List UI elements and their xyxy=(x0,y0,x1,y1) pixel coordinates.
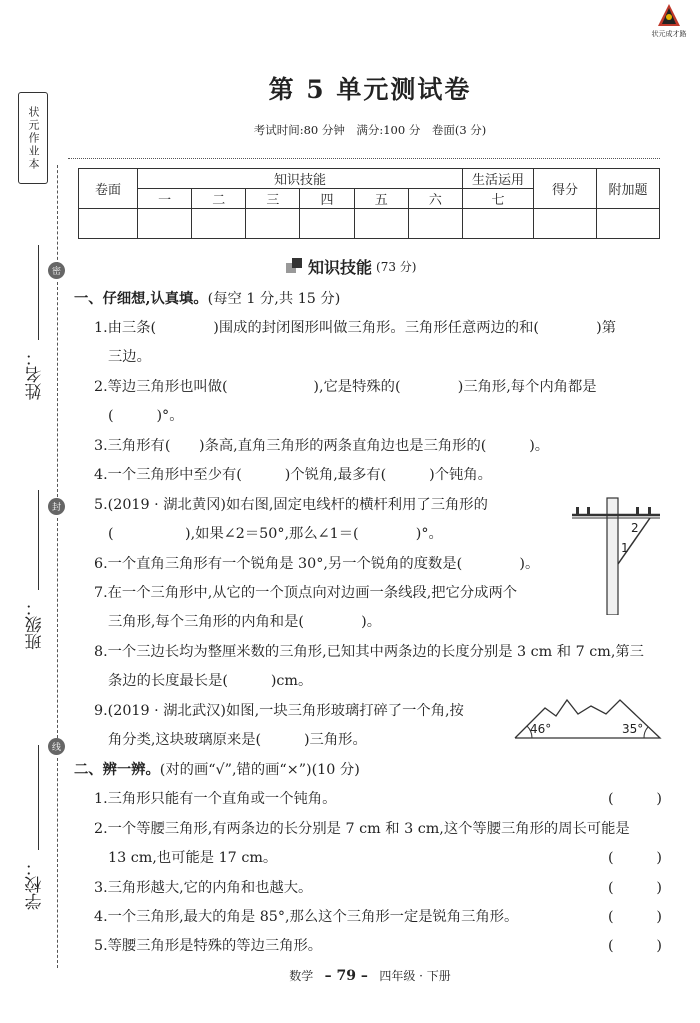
score-cell xyxy=(354,209,408,239)
score-cell xyxy=(246,209,300,239)
score-cell xyxy=(79,209,138,239)
score-sub-7: 七 xyxy=(463,189,534,209)
binding-line xyxy=(57,758,58,968)
question-1a: 1.由三条( )围成的封闭图形叫做三角形。三角形任意两边的和( )第 xyxy=(94,320,617,336)
judge-2a: 2.一个等腰三角形,有两条边的长分别是 7 cm 和 3 cm,这个等腰三角形的周长可能是 xyxy=(94,821,630,837)
binding-line xyxy=(57,282,58,497)
part2-note: (对的画“√”,错的画“×”)(10 分) xyxy=(159,762,360,778)
marker-feng: 封 xyxy=(48,498,65,515)
angle-1-label: 1 xyxy=(621,541,629,555)
score-cell xyxy=(192,209,246,239)
score-cell xyxy=(138,209,192,239)
judge-2b: 13 cm,也可能是 17 cm。 xyxy=(108,850,278,866)
name-blank xyxy=(38,245,39,340)
section-heading xyxy=(286,254,416,278)
section-icon xyxy=(286,258,302,274)
score-group-shenghuo: 生活运用 xyxy=(463,169,534,189)
question-8a: 8.一个三边长均为整厘米数的三角形,已知其中两条边的长度分别是 3 cm 和 7 cm,第三 xyxy=(94,644,644,660)
score-group-zhishi: 知识技能 xyxy=(138,169,463,189)
angle-46-label: 46° xyxy=(530,722,552,736)
question-9b: 角分类,这块玻璃原来是( )三角形。 xyxy=(108,732,367,748)
page-number: – 79 – xyxy=(324,968,368,984)
score-cell xyxy=(534,209,597,239)
school-label: 学校： xyxy=(25,859,46,910)
score-cell xyxy=(408,209,462,239)
section-points: (73 分) xyxy=(376,259,417,274)
judge-4-answer[interactable]: ( ) xyxy=(607,909,662,925)
angle-35-label: 35° xyxy=(622,722,644,736)
sidebar-badge: 状元作业本 xyxy=(18,92,48,184)
judge-3-answer[interactable]: ( ) xyxy=(607,880,662,896)
score-table xyxy=(78,168,660,239)
question-5b: ( ),如果∠2＝50°,那么∠1＝( )°。 xyxy=(108,526,443,542)
section-title: 知识技能 xyxy=(308,257,373,277)
score-sub-2: 二 xyxy=(192,189,246,209)
question-9a: 9.(2019 · 湖北武汉)如图,一块三角形玻璃打碎了一个角,按 xyxy=(94,703,464,719)
part1-note: (每空 1 分,共 15 分) xyxy=(207,291,341,307)
score-cell xyxy=(300,209,354,239)
judge-5: 5.等腰三角形是特殊的等边三角形。 xyxy=(94,938,323,954)
question-5a: 5.(2019 · 湖北黄冈)如右图,固定电线杆的横杆利用了三角形的 xyxy=(94,497,488,513)
marker-xian: 线 xyxy=(48,738,65,755)
page-footer xyxy=(0,967,700,984)
judge-1: 1.三角形只能有一个直角或一个钝角。 xyxy=(94,791,337,807)
part2-title: 二、辨一辨。 xyxy=(74,762,160,778)
publisher-logo xyxy=(646,2,692,40)
part1-title: 一、仔细想,认真填。 xyxy=(74,291,208,307)
score-sub-4: 四 xyxy=(300,189,354,209)
score-sub-6: 六 xyxy=(408,189,462,209)
question-7b: 三角形,每个三角形的内角和是( )。 xyxy=(108,614,382,630)
score-sub-5: 五 xyxy=(354,189,408,209)
dotted-divider xyxy=(68,158,660,159)
class-blank xyxy=(38,490,39,590)
score-col-fujiati: 附加题 xyxy=(597,169,660,209)
score-col-defen: 得分 xyxy=(534,169,597,209)
angle-2-label: 2 xyxy=(631,521,639,535)
question-3: 3.三角形有( )条高,直角三角形的两条直角边也是三角形的( )。 xyxy=(94,438,550,454)
score-sub-1: 一 xyxy=(138,189,192,209)
class-label: 班级： xyxy=(25,599,46,650)
question-8b: 条边的长度最长是( )cm。 xyxy=(108,673,313,689)
exam-info: 考试时间:80 分钟 满分:100 分 卷面(3 分) xyxy=(253,123,487,137)
judge-1-answer[interactable]: ( ) xyxy=(607,791,662,807)
judge-3: 3.三角形越大,它的内角和也越大。 xyxy=(94,880,313,896)
judge-4: 4.一个三角形,最大的角是 85°,那么这个三角形一定是锐角三角形。 xyxy=(94,909,519,925)
part1-heading xyxy=(74,288,340,308)
question-7a: 7.在一个三角形中,从它的一个顶点向对边画一条线段,把它分成两个 xyxy=(94,585,518,601)
question-6: 6.一个直角三角形有一个锐角是 30°,另一个锐角的度数是( )。 xyxy=(94,556,540,572)
footer-grade: 四年级 · 下册 xyxy=(379,969,451,983)
glass-figure xyxy=(512,692,662,742)
part2-heading xyxy=(74,759,360,779)
score-cell xyxy=(597,209,660,239)
logo-text: 状元成才路 xyxy=(651,30,687,38)
score-cell xyxy=(463,209,534,239)
question-2b: ( )°。 xyxy=(108,408,184,424)
name-label: 姓名： xyxy=(25,349,46,400)
binding-line xyxy=(57,518,58,738)
page-title: 第 5 单元测试卷 xyxy=(268,75,472,104)
score-col-juanmian: 卷面 xyxy=(79,169,138,209)
school-blank xyxy=(38,745,39,850)
footer-subject: 数学 xyxy=(289,969,314,983)
question-2a: 2.等边三角形也叫做( ),它是特殊的( )三角形,每个内角都是 xyxy=(94,379,597,395)
pole-figure xyxy=(570,490,662,615)
judge-5-answer[interactable]: ( ) xyxy=(607,938,662,954)
question-1b: 三边。 xyxy=(108,349,151,365)
binding-line xyxy=(57,165,58,265)
score-sub-3: 三 xyxy=(246,189,300,209)
question-4: 4.一个三角形中至少有( )个锐角,最多有( )个钝角。 xyxy=(94,467,492,483)
judge-2-answer[interactable]: ( ) xyxy=(607,850,662,866)
marker-mi: 密 xyxy=(48,262,65,279)
